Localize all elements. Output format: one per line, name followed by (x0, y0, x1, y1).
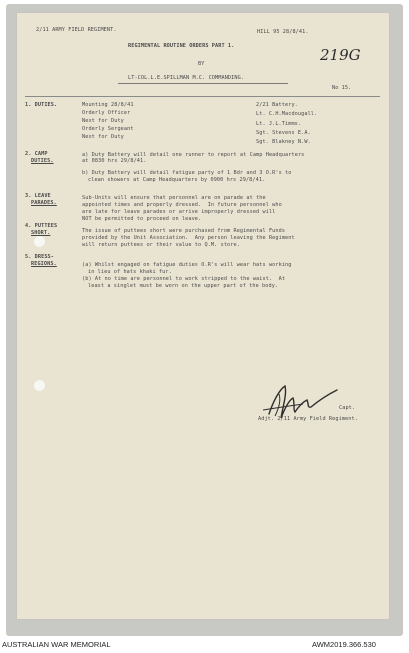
commander-line: LT-COL.L.E.SPILLMAN M.C. COMMANDING. (128, 75, 245, 81)
camp-duties-text: b) Duty Battery will detail fatigue party of 1 Bdr and 3 O.R's to (82, 170, 292, 176)
punch-hole (34, 236, 45, 247)
signature-rank: Capt. (339, 405, 356, 411)
duty-role: Next for Duty (82, 118, 124, 124)
dress-label: REGIONS. (31, 261, 57, 267)
leave-text: Sub-Units will ensure that personnel are on parade at the (82, 195, 266, 201)
section-rule (25, 96, 380, 97)
document-page (17, 13, 389, 619)
by-line: BY (198, 61, 205, 67)
folio-number: 219G (320, 46, 361, 64)
puttees-label: SHORT. (31, 230, 51, 236)
duty-name: Lt. J.L.Timms. (256, 121, 302, 127)
leave-text: are late for leave parades or arrive improperly dressed will (82, 209, 276, 215)
unit-name: 2/11 ARMY FIELD REGIMENT. (36, 27, 117, 33)
camp-duties-text: clean showers at Camp Headquarters by 0900 hrs 29/8/41. (88, 177, 266, 183)
duty-name: Sgt. Blakney N.W. (256, 139, 311, 145)
puttees-text: The issue of puttees short were purchased from Regimental Funds (82, 228, 286, 234)
camp-duties-text: at 0830 hrs 29/8/41. (82, 158, 147, 164)
dress-label: 5. DRESS- (25, 254, 55, 260)
duties-label: 1. DUTIES. (25, 102, 58, 108)
camp-duties-label: 2. CAMP (25, 151, 48, 157)
footer-source: AUSTRALIAN WAR MEMORIAL (2, 640, 111, 649)
dress-text: (b) At no time are personnel to work stripped to the waist. At (82, 276, 286, 282)
header-rule (118, 83, 288, 84)
puttees-text: will return puttees or their value to Q.M. store. (82, 242, 240, 248)
order-number: No 15. (332, 85, 352, 91)
location-date: HILL 95 28/8/41. (257, 29, 309, 35)
footer-accession-number: AWM2019.366.530 (312, 640, 376, 649)
duty-role: Mounting 28/8/41 (82, 102, 134, 108)
signature-title: Adjt. 2/11 Army Field Regiment. (258, 416, 358, 422)
duty-name: Sgt. Stevens E.A. (256, 130, 311, 136)
orders-title: REGIMENTAL ROUTINE ORDERS PART 1. (128, 43, 235, 49)
camp-duties-text: a) Duty Battery will detail one runner to report at Camp Headquarters (82, 152, 305, 158)
puttees-text: provided by the Unit Association. Any person leaving the Regiment (82, 235, 295, 241)
duty-name: 2/21 Battery. (256, 102, 298, 108)
dress-text: in lieu of hats khaki fur. (88, 269, 172, 275)
puttees-label: 4. PUTTEES (25, 223, 58, 229)
dress-text: (a) Whilst engaged on fatigue duties O.R's will wear hats working (82, 262, 292, 268)
duty-name: Lt. C.H.Macdougall. (256, 111, 318, 117)
camp-duties-label: DUTIES. (31, 158, 54, 164)
duty-role: Next for Duty (82, 134, 124, 140)
duty-role: Orderly Sergeant (82, 126, 134, 132)
dress-text: least a singlet must be worn on the upper part of the body. (88, 283, 279, 289)
duty-role: Orderly Officer (82, 110, 131, 116)
leave-text: NOT be permitted to proceed on leave. (82, 216, 202, 222)
punch-hole (34, 380, 45, 391)
leave-label: 3. LEAVE (25, 193, 51, 199)
leave-label: PARADES. (31, 200, 57, 206)
leave-text: appointed times and properly dressed. In future personnel who (82, 202, 282, 208)
